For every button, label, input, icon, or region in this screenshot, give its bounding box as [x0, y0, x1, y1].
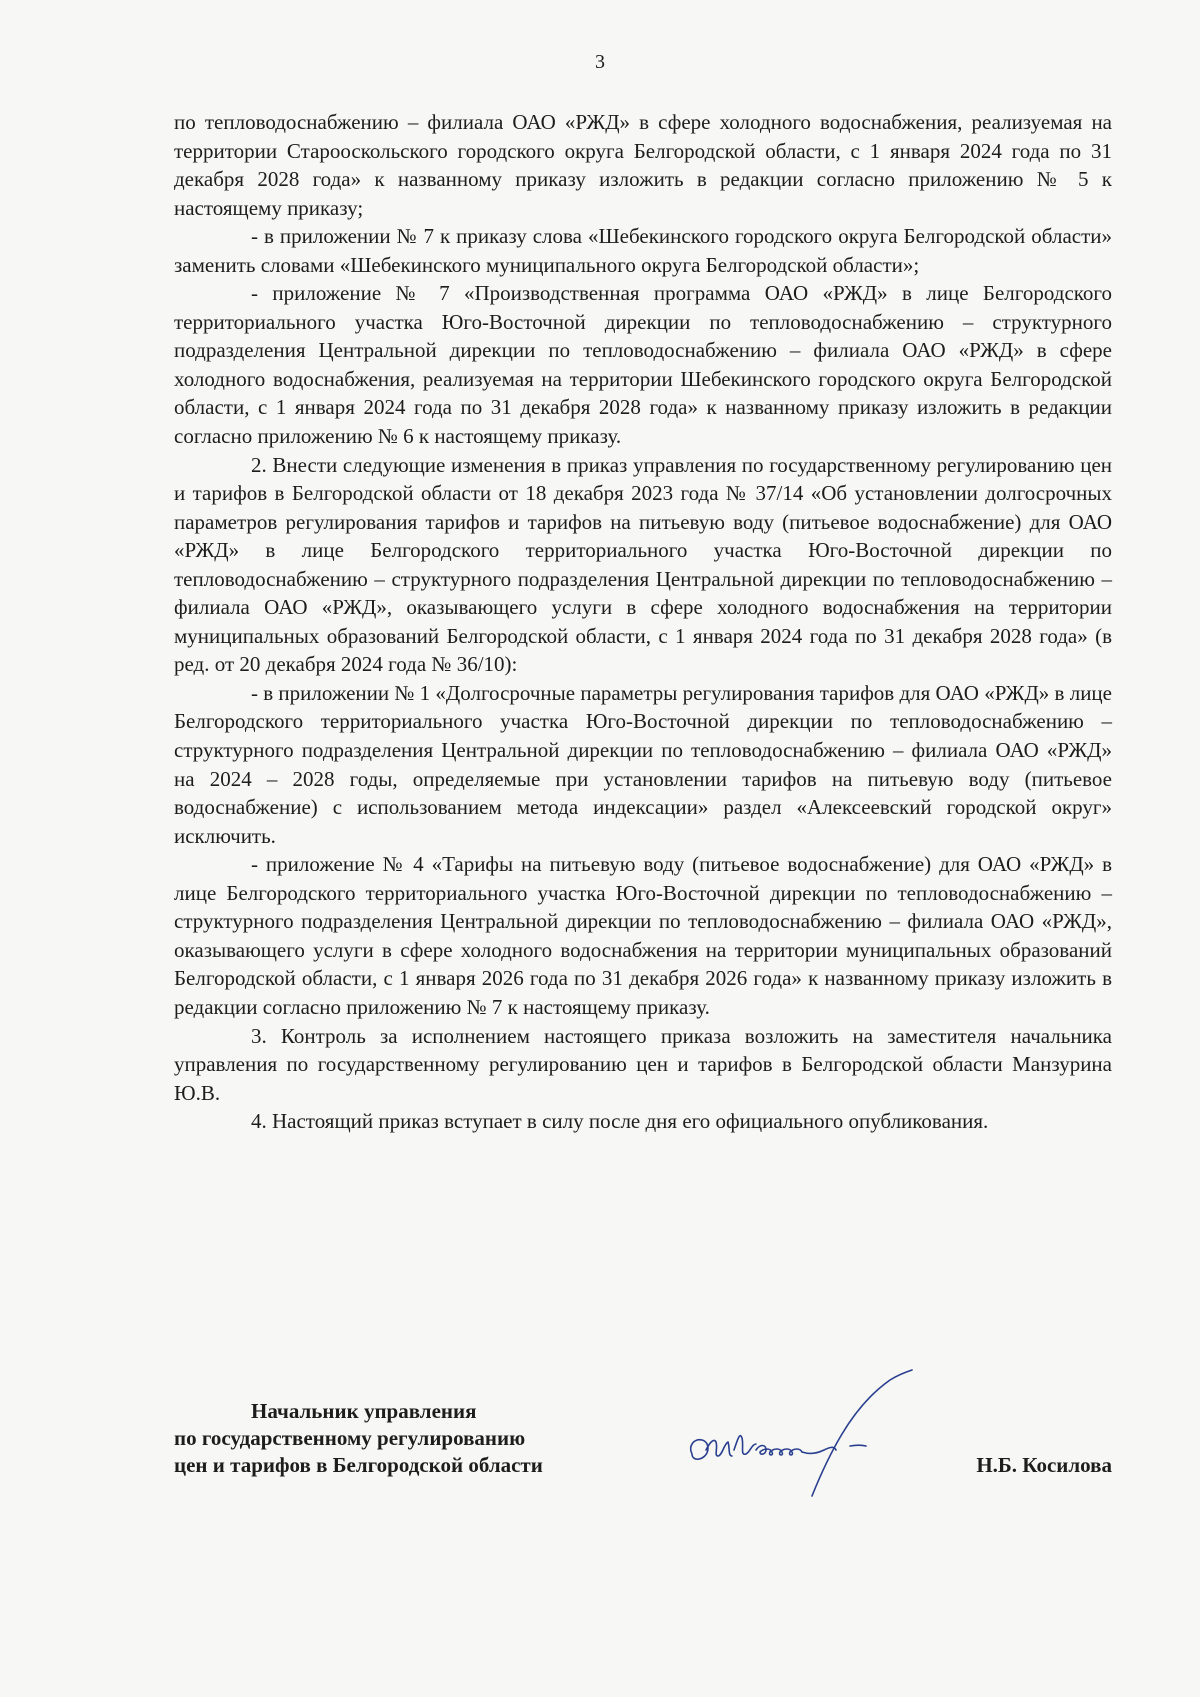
paragraph-appendix-1: - в приложении № 1 «Долгосрочные параметры регулирования тарифов для ОАО «РЖД» в лице Белгородского территориального участка Юго-Восточной дирекции по тепловодоснабжению – структурного подразделения Центральной дирекции по тепловодоснабжению – филиала ОАО «РЖД» на 2024 – 2028 годы, определяемые при установлении тарифов на питьевую воду (питьевое водоснабжение) с использованием метода индексации» раздел «Алексеевский городской округ» исключить. [174, 680, 1112, 848]
position-line-3: цен и тарифов в Белгородской области [174, 1453, 543, 1477]
signature-text: Ошкоеееед [684, 1358, 689, 1359]
signature-block [174, 1358, 1112, 1518]
paragraph-shebekino-replacement: - в приложении № 7 к приказу слова «Шебекинского городского округа Белгородской области» заменить словами «Шебекинского муниципального округа Белгородской области»; [174, 224, 1112, 277]
paragraph-appendix-4: - приложение № 4 «Тарифы на питьевую воду (питьевое водоснабжение) для ОАО «РЖД» в лице Белгородского территориального участка Юго-Восточной дирекции по тепловодоснабжению – структурного подразделения Центральной дирекции по тепловодоснабжению – филиала ОАО «РЖД», оказывающего услуги в сфере холодного водоснабжения на территории муниципальных образований Белгородской области, с 1 января 2026 года по 31 декабря 2026 года» к названному приказу изложить в редакции согласно приложению № 7 к настоящему приказу. [174, 852, 1112, 1019]
document-body [174, 108, 1112, 1136]
paragraph-continuation: по тепловодоснабжению – филиала ОАО «РЖД» в сфере холодного водоснабжения, реализуемая на территории Старооскольского городского округа Белгородской области, с 1 января 2024 года по 31 декабря 2028 года» к названному приказу изложить в редакции согласно приложению № 5 к настоящему приказу; [174, 110, 1112, 220]
handwritten-signature [684, 1358, 944, 1508]
paragraph-item-3: 3. Контроль за исполнением настоящего приказа возложить на заместителя начальника управления по государственному регулированию цен и тарифов в Белгородской области Манзурина Ю.В. [174, 1023, 1112, 1105]
position-line-2: по государственному регулированию [174, 1426, 526, 1450]
position-line-1: Начальник управления [251, 1399, 477, 1423]
signatory-position [174, 1398, 644, 1479]
page-number: 3 [595, 51, 605, 73]
signatory-name: Н.Б. Косилова [976, 1453, 1112, 1477]
paragraph-item-2: 2. Внести следующие изменения в приказ управления по государственному регулированию цен и тарифов в Белгородской области от 18 декабря 2023 года № 37/14 «Об установлении долгосрочных параметров регулирования тарифов и тарифов на питьевую воду (питьевое водоснабжение) для ОАО «РЖД» в лице Белгородского территориального участка Юго-Восточной дирекции по тепловодоснабжению – структурного подразделения Центральной дирекции по тепловодоснабжению – филиала ОАО «РЖД», оказывающего услуги в сфере холодного водоснабжения на территории муниципальных образований Белгородской области, с 1 января 2024 года по 31 декабря 2028 года» (в ред. от 20 декабря 2024 года № 36/10): [174, 452, 1112, 677]
paragraph-appendix-7: - приложение № 7 «Производственная программа ОАО «РЖД» в лице Белгородского территориального участка Юго-Восточной дирекции по тепловодоснабжению – структурного подразделения Центральной дирекции по тепловодоснабжению – филиала ОАО «РЖД» в сфере холодного водоснабжения, реализуемая на территории Шебекинского городского округа Белгородской области, с 1 января 2024 года по 31 декабря 2028 года» к названному приказу изложить в редакции согласно приложению № 6 к настоящему приказу. [174, 281, 1112, 449]
paragraph-item-4: 4. Настоящий приказ вступает в силу после дня его официального опубликования. [251, 1109, 989, 1134]
